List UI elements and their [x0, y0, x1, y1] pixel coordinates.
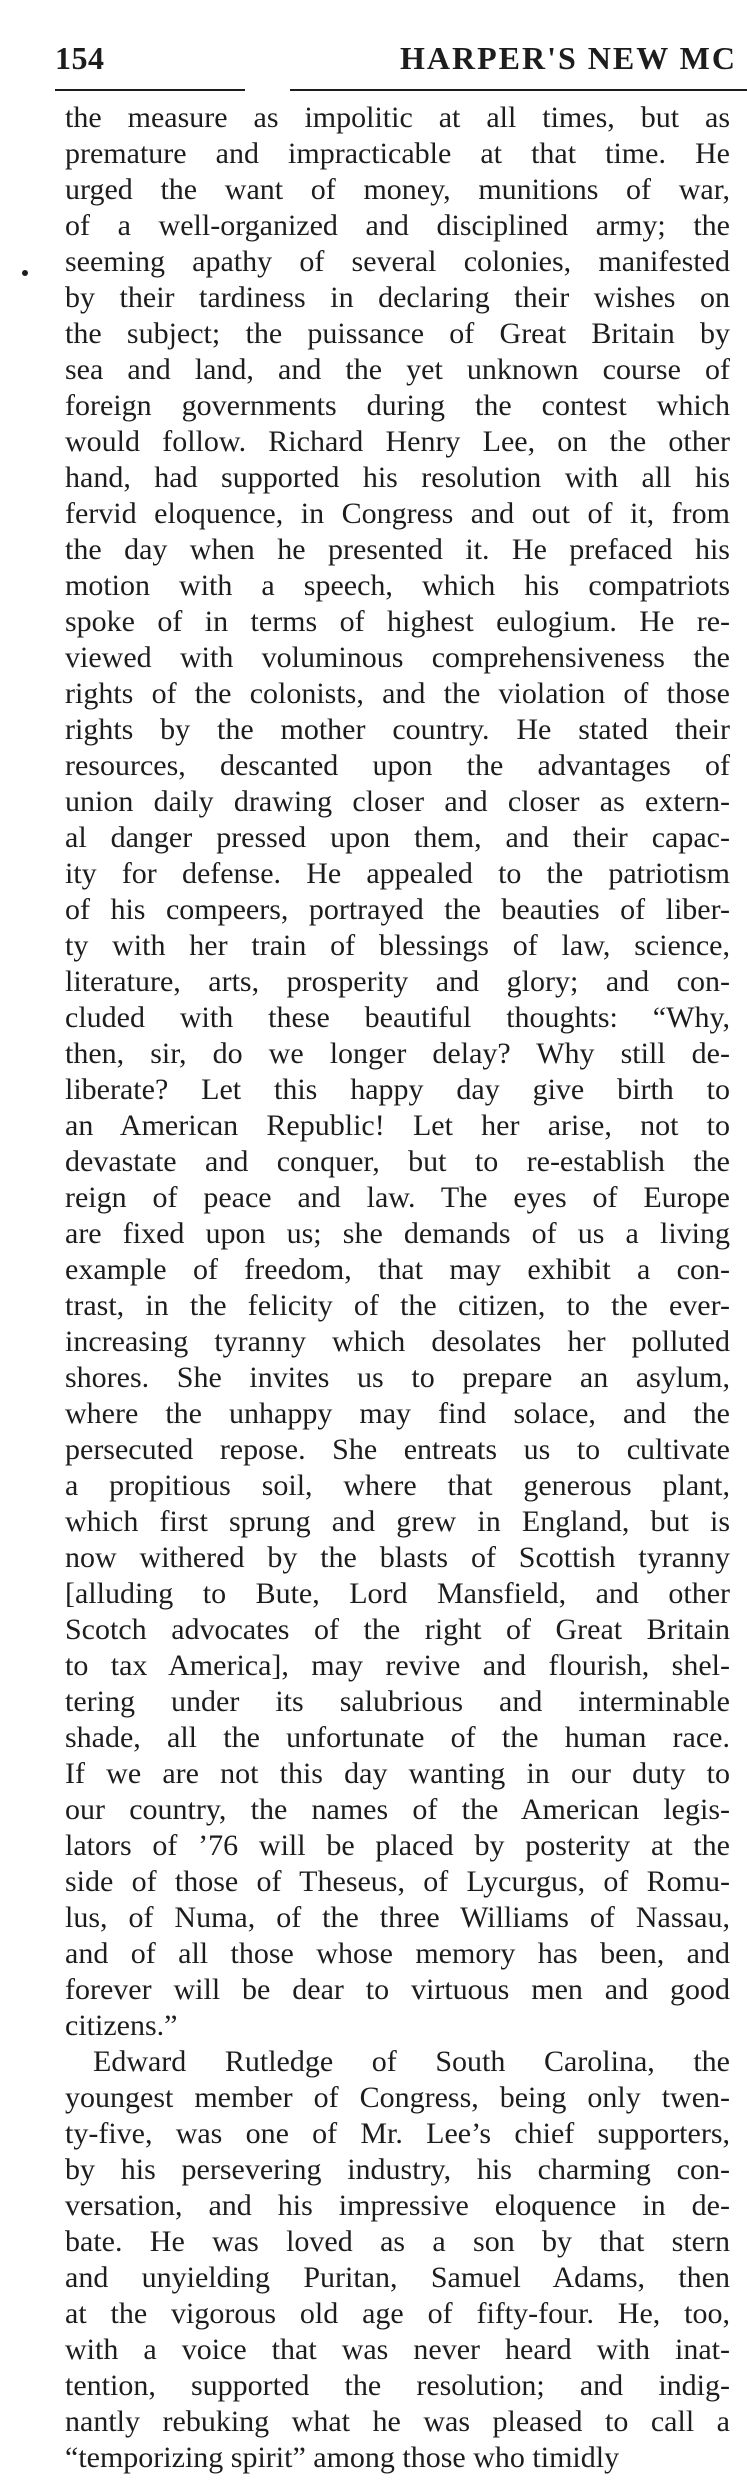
text-line: with a voice that was never heard with inat-	[65, 2333, 730, 2366]
text-line: and of all those whose memory has been, and	[65, 1937, 730, 1970]
text-line: persecuted repose. She entreats us to cultivate	[65, 1433, 730, 1466]
text-line: citizens.”	[65, 2009, 178, 2042]
text-line: shores. She invites us to prepare an asylum,	[65, 1361, 730, 1394]
text-line: youngest member of Congress, being only twen-	[65, 2081, 730, 2114]
text-line: spoke of in terms of highest eulogium. He re-	[65, 605, 730, 638]
text-line: by their tardiness in declaring their wishes on	[65, 281, 730, 314]
text-line: versation, and his impressive eloquence in de-	[65, 2189, 730, 2222]
text-line: lus, of Numa, of the three Williams of Nassau,	[65, 1901, 730, 1934]
text-line: side of those of Theseus, of Lycurgus, of Romu-	[65, 1865, 730, 1898]
text-line: union daily drawing closer and closer as extern-	[65, 785, 730, 818]
text-line: which first sprung and grew in England, but is	[65, 1505, 730, 1538]
page-header	[50, 30, 747, 90]
text-line: rights of the colonists, and the violation of those	[65, 677, 730, 710]
text-line: by his persevering industry, his charming con-	[65, 2153, 730, 2186]
text-line: devastate and conquer, but to re-establish the	[65, 1145, 730, 1178]
text-line: hand, had supported his resolution with all his	[65, 461, 730, 494]
text-line: to tax America], may revive and flourish, shel-	[65, 1649, 730, 1682]
text-line: our country, the names of the American legis-	[65, 1793, 730, 1826]
text-line: ity for defense. He appealed to the patriotism	[65, 857, 730, 890]
text-line: resources, descanted upon the advantages of	[65, 749, 730, 782]
text-line: foreign governments during the contest which	[65, 389, 730, 422]
text-line: the measure as impolitic at all times, but as	[65, 101, 730, 134]
text-line: are fixed upon us; she demands of us a living	[65, 1217, 730, 1250]
text-line: rights by the mother country. He stated their	[65, 713, 730, 746]
margin-mark	[22, 270, 28, 276]
text-line: bate. He was loved as a son by that stern	[65, 2225, 730, 2258]
paragraph	[65, 100, 730, 2044]
text-line: a propitious soil, where that generous plant,	[65, 1469, 730, 1502]
header-rule-left	[55, 89, 245, 91]
header-rule-right	[290, 89, 747, 91]
text-line: tering under its salubrious and interminable	[65, 1685, 730, 1718]
text-line: “temporizing spirit” among those who timidly	[65, 2441, 620, 2474]
text-line: tention, supported the resolution; and indig-	[65, 2369, 730, 2402]
text-line: example of freedom, that may exhibit a con-	[65, 1253, 730, 1286]
text-line: urged the want of money, munitions of war,	[65, 173, 730, 206]
text-line: Scotch advocates of the right of Great Britain	[65, 1613, 730, 1646]
text-line: al danger pressed upon them, and their capac-	[65, 821, 730, 854]
text-line: ty-five, was one of Mr. Lee’s chief supporters,	[65, 2117, 730, 2150]
text-line: premature and impracticable at that time. He	[65, 137, 730, 170]
text-line: of his compeers, portrayed the beauties of liber-	[65, 893, 730, 926]
text-line: trast, in the felicity of the citizen, to the ever-	[65, 1289, 730, 1322]
text-line: increasing tyranny which desolates her polluted	[65, 1325, 730, 1358]
text-line: fervid eloquence, in Congress and out of it, from	[65, 497, 730, 530]
text-line: and unyielding Puritan, Samuel Adams, then	[65, 2261, 730, 2294]
text-line: of a well-organized and disciplined army; the	[65, 209, 730, 242]
page-number: 154	[55, 40, 105, 76]
text-line: [alluding to Bute, Lord Mansfield, and other	[65, 1577, 730, 1610]
text-line: If we are not this day wanting in our duty to	[65, 1757, 730, 1790]
text-line: cluded with these beautiful thoughts: “Why,	[65, 1001, 730, 1034]
text-line: lators of ’76 will be placed by posterity at the	[65, 1829, 730, 1862]
text-line: seeming apathy of several colonies, manifested	[65, 245, 730, 278]
text-column	[65, 100, 730, 2476]
text-line: reign of peace and law. The eyes of Europe	[65, 1181, 730, 1214]
text-line: Edward Rutledge of South Carolina, the	[93, 2045, 730, 2078]
text-line: viewed with voluminous comprehensiveness the	[65, 641, 730, 674]
text-line: literature, arts, prosperity and glory; and con-	[65, 965, 730, 998]
text-line: where the unhappy may find solace, and the	[65, 1397, 730, 1430]
text-line: motion with a speech, which his compatriots	[65, 569, 730, 602]
text-line: sea and land, and the yet unknown course of	[65, 353, 730, 386]
running-title: HARPER'S NEW MC	[400, 40, 737, 76]
text-line: shade, all the unfortunate of the human race.	[65, 1721, 730, 1754]
text-line: forever will be dear to virtuous men and good	[65, 1973, 730, 2006]
text-line: now withered by the blasts of Scottish tyranny	[65, 1541, 730, 1574]
paragraph	[65, 2044, 730, 2476]
text-line: the subject; the puissance of Great Britain by	[65, 317, 730, 350]
text-line: nantly rebuking what he was pleased to call a	[65, 2405, 730, 2438]
text-line: liberate? Let this happy day give birth to	[65, 1073, 730, 1106]
text-line: ty with her train of blessings of law, science,	[65, 929, 730, 962]
text-line: the day when he presented it. He prefaced his	[65, 533, 730, 566]
text-line: an American Republic! Let her arise, not to	[65, 1109, 730, 1142]
text-line: then, sir, do we longer delay? Why still de-	[65, 1037, 730, 1070]
text-line: at the vigorous old age of fifty-four. He, too,	[65, 2297, 730, 2330]
text-line: would follow. Richard Henry Lee, on the other	[65, 425, 730, 458]
